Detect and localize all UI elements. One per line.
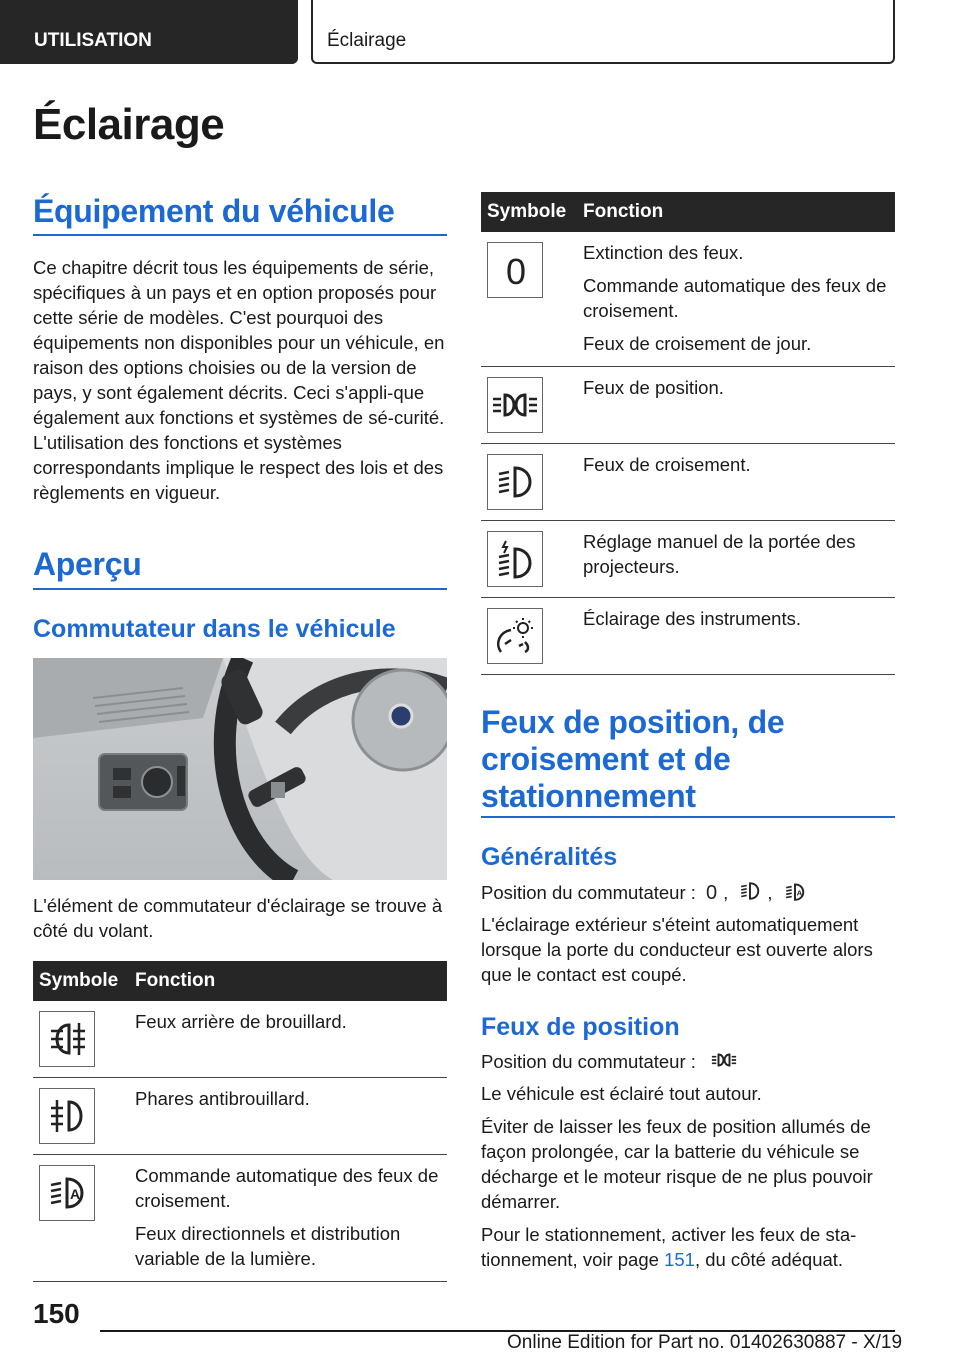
paragraph-text: Pour le stationnement, activer les feux de sta-tionnement, voir page bbox=[481, 1224, 857, 1270]
function-text: Commande automatique des feux de croisement. bbox=[583, 275, 887, 321]
svg-text:0: 0 bbox=[506, 251, 527, 290]
function-text: Feux de croisement de jour. bbox=[583, 333, 812, 354]
column-header-symbol: Symbole bbox=[481, 192, 577, 232]
function-text: Feux arrière de brouillard. bbox=[135, 1011, 347, 1032]
column-header-symbol: Symbole bbox=[33, 961, 129, 1001]
automatic-headlight-icon bbox=[39, 1165, 95, 1221]
function-text: Extinction des feux. bbox=[583, 242, 744, 263]
separator: , bbox=[723, 882, 729, 903]
table-row bbox=[481, 367, 895, 444]
parking-lights-subheading: Feux de position bbox=[481, 1013, 680, 1041]
parking-section-heading: Feux de position, de croisement et de stationnement bbox=[481, 704, 785, 814]
heading-rule bbox=[481, 816, 895, 818]
table-row bbox=[33, 1155, 447, 1282]
separator: , bbox=[767, 882, 773, 903]
parking-light-icon bbox=[487, 377, 543, 433]
position-label: Position du commutateur : bbox=[481, 882, 696, 903]
function-text: Feux de croisement. bbox=[583, 454, 751, 475]
table-row bbox=[481, 598, 895, 675]
symbol-table-right bbox=[481, 192, 895, 675]
symbol-table-left bbox=[33, 961, 447, 1282]
general-paragraph: L'éclairage extérieur s'éteint automatiquement lorsque la porte du conducteur est ouverte alors que le contact est coupé. bbox=[481, 914, 873, 985]
column-header-function: Fonction bbox=[577, 192, 895, 232]
topic-tab: Éclairage bbox=[311, 0, 895, 64]
dashboard-photo bbox=[33, 658, 447, 880]
section-tab: UTILISATION bbox=[0, 0, 298, 64]
parking-light-icon bbox=[704, 1049, 744, 1077]
low-beam-icon bbox=[736, 880, 764, 908]
position-label: Position du commutateur : bbox=[481, 1051, 696, 1072]
page-title: Éclairage bbox=[33, 100, 225, 149]
function-text: Commande automatique des feux de croisement. bbox=[135, 1165, 439, 1211]
equipment-heading: Équipement du véhicule bbox=[33, 193, 395, 229]
parking-paragraph-3 bbox=[481, 1222, 895, 1272]
column-header-function: Fonction bbox=[129, 961, 447, 1001]
heading-rule bbox=[33, 588, 447, 590]
function-text: Phares antibrouillard. bbox=[135, 1088, 310, 1109]
low-beam-icon bbox=[487, 454, 543, 510]
table-row bbox=[33, 1001, 447, 1078]
table-row bbox=[33, 1078, 447, 1155]
front-fog-light-icon bbox=[39, 1088, 95, 1144]
function-text: Feux de position. bbox=[583, 377, 724, 398]
instrument-lighting-icon bbox=[487, 608, 543, 664]
function-text: Feux directionnels et distribution variable de la lumière. bbox=[135, 1223, 401, 1269]
page-header bbox=[0, 0, 960, 66]
parking-switch-position bbox=[481, 1049, 895, 1077]
page-reference-link[interactable]: 151 bbox=[664, 1249, 695, 1270]
svg-text:0: 0 bbox=[706, 882, 718, 903]
general-switch-position bbox=[481, 880, 895, 908]
edition-note: Online Edition for Part no. 01402630887 - X/19 bbox=[507, 1332, 903, 1353]
heading-rule bbox=[33, 234, 447, 236]
parking-paragraph-2: Éviter de laisser les feux de position allumés de façon prolongée, car la batterie du véhicule se décharge et le moteur risque de ne plus pouvoir démarrer. bbox=[481, 1116, 873, 1212]
function-text: Réglage manuel de la portée des projecteurs. bbox=[583, 531, 856, 577]
parking-paragraph-1: Le véhicule est éclairé tout autour. bbox=[481, 1083, 762, 1104]
automatic-headlight-icon bbox=[781, 880, 809, 908]
table-row bbox=[481, 444, 895, 521]
equipment-paragraph: Ce chapitre décrit tous les équipements de série, spécifiques à un pays et en option proposés pour cette série de modèles. C'est pourquoi des équipements non disponibles pour un véhicule, en raison des options choisies ou de la version de pays, y sont également décrits. Ceci s'appli-que également aux fonctions et systèmes de sé-curité. L'utilisation des fonctions et systèmes correspondants implique le respect des lois et des règlements en vigueur. bbox=[33, 257, 445, 503]
svg-text:A: A bbox=[796, 888, 802, 898]
page-number: 150 bbox=[33, 1298, 80, 1329]
switch-subheading: Commutateur dans le véhicule bbox=[33, 615, 396, 643]
table-row bbox=[481, 521, 895, 598]
overview-heading: Aperçu bbox=[33, 546, 142, 582]
lights-off-zero-icon bbox=[704, 880, 720, 908]
headlight-range-icon bbox=[487, 531, 543, 587]
paragraph-text: , du côté adéquat. bbox=[694, 1249, 844, 1270]
function-text: Éclairage des instruments. bbox=[583, 608, 801, 629]
photo-caption: L'élément de commutateur d'éclairage se trouve à côté du volant. bbox=[33, 895, 443, 941]
general-subheading: Généralités bbox=[481, 843, 618, 871]
lights-off-zero-icon bbox=[487, 242, 543, 298]
rear-fog-light-icon bbox=[39, 1011, 95, 1067]
table-row bbox=[481, 232, 895, 367]
svg-text:A: A bbox=[70, 1186, 81, 1202]
